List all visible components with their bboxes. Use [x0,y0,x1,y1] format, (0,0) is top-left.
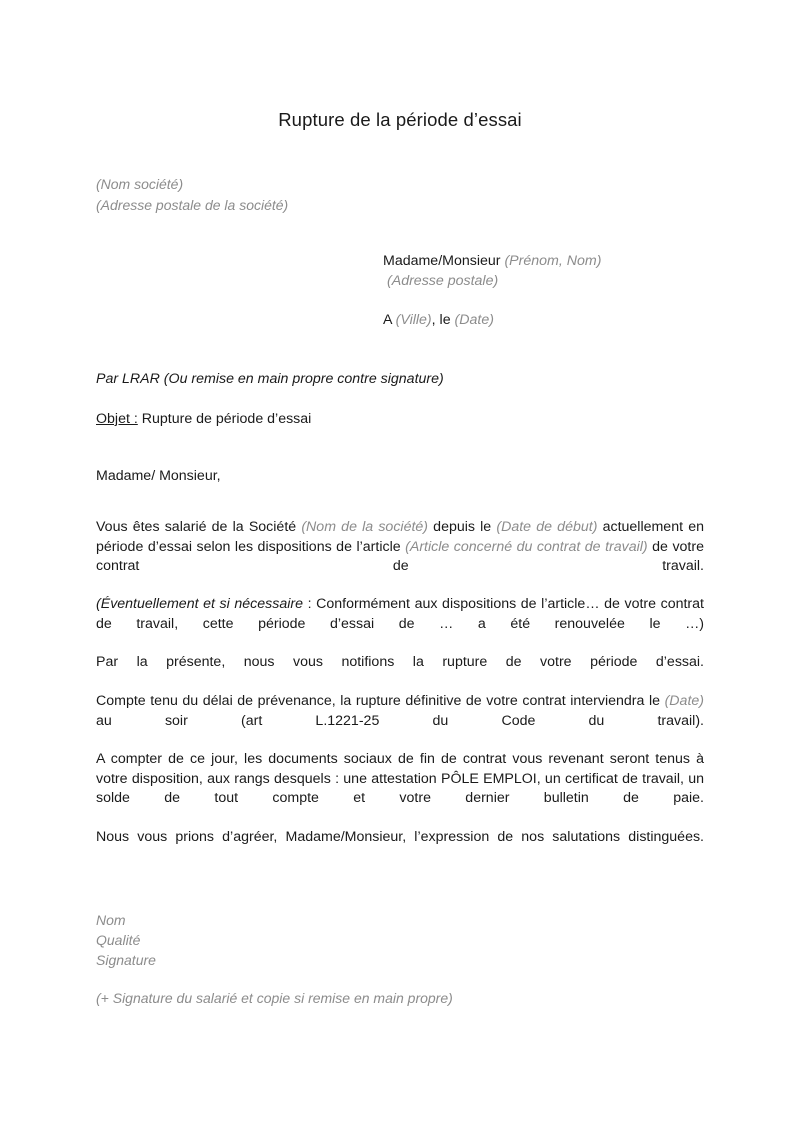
subject-line [96,409,311,429]
p1-segment-2: depuis le [428,519,497,536]
p1-company-placeholder: (Nom de la société) [301,519,429,536]
page-title: Rupture de la période d’essai [278,109,522,131]
sender-block [96,174,288,216]
recipient-block [383,251,601,291]
paragraph-final-documents: A compter de ce jour, les documents sociaux de fin de contrat vous revenant seront tenus à votre disposition, aux rangs desquels : une attestation PÔLE EMPLOI, un certificat de travail, un solde de tout compte et votre dernier bulletin de paie. [96,751,704,807]
place-date-middle: , le [431,312,451,328]
p1-start-date-placeholder: (Date de début) [496,519,598,536]
sender-company-name: (Nom société) [96,176,184,192]
p4-date-placeholder: (Date) [664,693,704,710]
signature-role: Qualité [96,932,141,948]
paragraph-notice-period [96,692,704,751]
sender-company-address: (Adresse postale de la société) [96,197,289,213]
p2-segment-1: : Conformément aux dispositions de l’article… de votre contrat de travail, cette période d’essai de … a été renouvelée le …) [96,596,704,632]
p1-segment-3: actuellement en période d’essai selon les dispositions de l’article [96,519,704,555]
recipient-address-placeholder: (Adresse postale) [387,273,499,289]
subject-label: Objet : [96,411,138,427]
subject-value: Rupture de période d’essai [141,411,312,427]
p4-segment-2: au soir (art L.1221-25 du Code du travail). [96,712,704,729]
p1-segment-1: Vous êtes salarié de la Société [96,519,302,536]
place-date-prefix: A [383,312,392,328]
signature-label: Signature [96,952,156,968]
p1-article-placeholder: (Article concerné du contrat de travail) [405,538,648,555]
delivery-note: Par LRAR (Ou remise en main propre contre signature) [96,371,444,387]
greeting-line: Madame/ Monsieur, [96,468,221,484]
recipient-name-placeholder: (Prénom, Nom) [504,253,602,269]
paragraph-optional-renewal [96,595,704,654]
p2-italic-lead: (Éventuellement et si nécessaire [96,596,304,613]
place-date-line [383,310,494,330]
paragraph-employment-details [96,518,704,596]
signature-note: (+ Signature du salarié et copie si remise en main propre) [96,990,453,1006]
signature-block [96,910,156,970]
recipient-salutation-line [383,251,601,271]
paragraph-closing-formula: Nous vous prions d’agréer, Madame/Monsieur, l’expression de nos salutations distinguées. [96,829,704,846]
recipient-salutation: Madame/Monsieur [383,253,501,269]
signature-name: Nom [96,912,126,928]
p1-segment-4: de votre contrat de travail. [96,538,704,575]
city-placeholder: (Ville) [395,312,432,328]
date-placeholder: (Date) [454,312,494,328]
paragraph-notification: Par la présente, nous vous notifions la rupture de votre période d’essai. [96,654,704,671]
p4-segment-1: Compte tenu du délai de prévenance, la rupture définitive de votre contrat interviendra le [96,693,665,710]
